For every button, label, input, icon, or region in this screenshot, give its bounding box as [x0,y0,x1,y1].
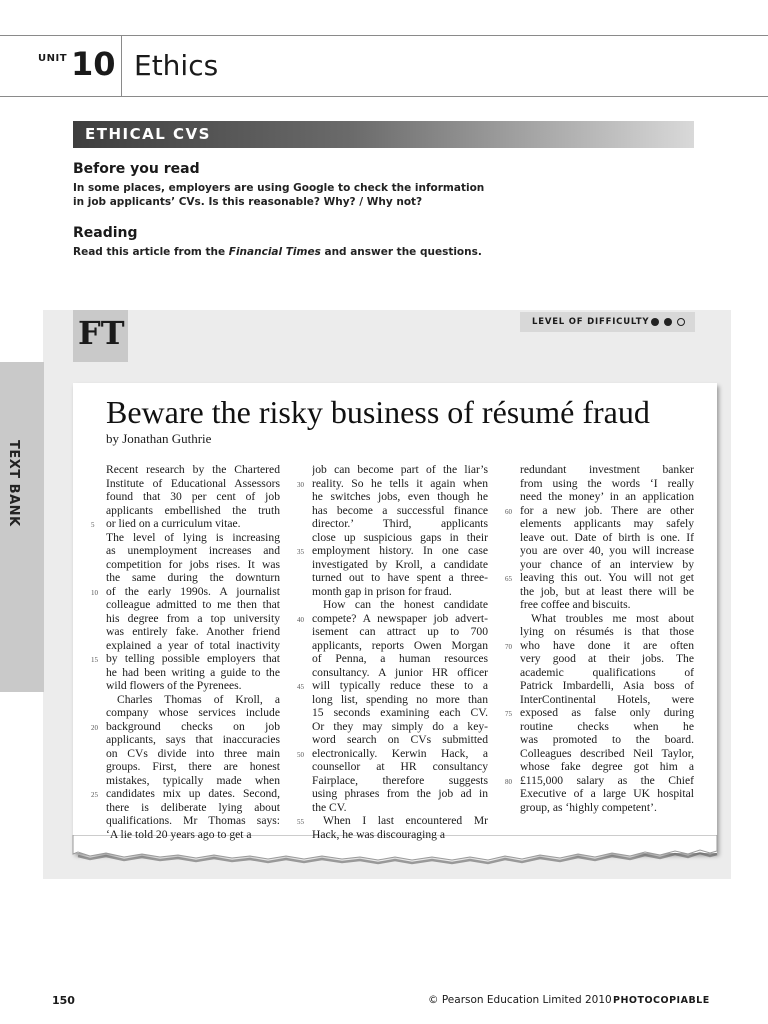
article-line: employment history. In one case [312,544,488,557]
line-number: 40 [297,615,304,624]
article-line: very good at their jobs. The [520,652,694,665]
article-line: What troubles me most about [531,611,694,625]
article-line: you are over 40, you will increase [520,544,694,557]
article-line: of Penna, a human resources [312,652,488,665]
article-line: Institute of Educational Assessors [106,476,280,490]
article-line: his degree from a top university [106,611,280,625]
header-top-rule [0,35,768,36]
article-line: leaving this out. You will not get [520,571,694,584]
article-line: When I last encountered Mr [323,814,488,827]
section-title: ETHICAL CVS [85,125,211,143]
article-line: close up suspicious gaps in their [312,530,488,544]
article-line: group, as ‘highly competent’. [520,800,657,814]
article-line: groups. First, there are honest [106,760,280,773]
article-line: Recent research by the Chartered [106,463,280,476]
copyright: © Pearson Education Limited 2010 [428,994,612,1006]
line-number: 5 [91,521,95,529]
article-line: applicants, reports Owen Morgan [312,638,488,652]
line-number: 80 [505,777,512,786]
article-line: compete? A newspaper job advert- [312,611,488,625]
line-number: 25 [91,791,98,799]
article-line: for a new job. There are other [520,503,694,517]
article-line: Executive of a large UK hospital [520,787,694,800]
article-line: Patrick Imbardelli, Asia boss of [520,679,694,692]
article-line: 15 seconds examining each CV. [312,706,488,719]
article-line: was entirely fake. Another friend [106,625,280,638]
header-divider [121,36,122,97]
article-line: as unemployment increases and [106,544,280,557]
reading-heading: Reading [73,225,138,241]
article-line: routine checks when he [520,719,694,733]
unit-number: 10 [71,45,116,83]
text-bank-tab [0,362,44,692]
line-number: 65 [505,575,512,583]
article-line: wild flowers of the Pyrenees. [106,679,242,692]
article-line: Or they may simply do a key- [312,719,488,733]
article-line: the same during the downturn [106,571,280,584]
article-line: colleague admitted to me then that [106,598,280,611]
article-line: applicants, says that inaccuracies [106,733,280,746]
line-number: 55 [297,818,304,826]
article-column-3 [520,463,694,814]
article-line: he switches jobs, even though he [312,490,488,503]
line-number: 50 [297,750,304,759]
article-line: exposed as false only during [520,706,694,719]
article-line: on CVs divide into three main [106,746,280,760]
article-line: investigated by Kroll, a candidate [312,557,488,571]
article-line: electronically. Kerwin Hack, a [312,746,488,760]
ft-logo: FT [78,314,125,352]
difficulty-dot-filled-icon [651,318,659,326]
article-line: How can the honest candidate [323,598,488,611]
article-line: competition for jobs rises. It was [106,557,280,571]
line-number: 30 [297,480,304,489]
line-number: 10 [91,588,98,597]
article-line: need the money’ in an application [520,490,694,503]
article-line: from using the words ‘I really [520,476,694,490]
article-line: the CV. [312,800,347,814]
line-number: 20 [91,723,98,732]
article-line: word search on CVs submitted [312,733,488,746]
article-line: he had been writing a guide to the [106,665,280,679]
before-you-read-heading: Before you read [73,161,200,177]
article-line: applicants embellished the truth [106,503,280,517]
text-bank-label: TEXT BANK [6,440,21,527]
article-line: long list, spending no more than [312,692,488,706]
article-line: InterContinental Hotels, were [520,692,694,706]
difficulty-dot-filled-icon [664,318,672,326]
article-line: academic qualifications of [520,665,694,679]
line-number: 45 [297,683,304,691]
unit-title: Ethics [134,49,219,82]
article-line: qualifications. Mr Thomas says: [106,814,280,827]
article-line: lying on résumés is that those [520,625,694,638]
article-line: using phrases from the job ad in [312,787,488,800]
article-line: ‘A lie told 20 years ago to get a [106,827,252,841]
reading-instruction: Read this article from the Financial Times and answer the questions. [73,246,482,258]
unit-label: UNIT [38,53,68,64]
article-line: month gap in prison for fraud. [312,584,452,598]
article-line: redundant investment banker [520,463,694,476]
article-line: there is deliberate lying about [106,800,280,814]
article-line: leave out. Date of birth is one. If [520,530,694,544]
difficulty-label: LEVEL OF DIFFICULTY [532,317,650,327]
article-line: elements applicants may safely [520,517,694,530]
article-line: Charles Thomas of Kroll, a [117,692,280,706]
article-line: director.’ Third, applicants [312,517,488,530]
line-number: 35 [297,548,304,556]
line-number: 60 [505,507,512,516]
article-line: the job, but at least there will be [520,584,694,598]
article-line: explained a year of total inactivity [106,638,280,652]
article-line: counsellor at HR consultancy [312,760,488,773]
article-line: your chance of an interview by [520,557,694,571]
article-line: company whose services include [106,706,280,719]
article-line: turned out to have spent a three- [312,571,488,584]
article-line: candidates mix up dates. Second, [106,787,280,800]
article-line: of the early 1990s. A journalist [106,584,280,598]
article-line: who have done it are often [520,638,694,652]
article-headline: Beware the risky business of résumé fraud [106,394,650,430]
article-column-1 [106,463,280,841]
article-line: reality. So he tells it again when [312,476,488,490]
before-you-read-line-1: In some places, employers are using Google to check the information [73,182,485,194]
article-line: The level of lying is increasing [106,530,280,544]
before-you-read-line-2: in job applicants’ CVs. Is this reasonable? Why? / Why not? [73,196,423,208]
line-number: 70 [505,642,512,651]
article-line: mistakes, typically made when [106,773,280,787]
article-byline: by Jonathan Guthrie [106,431,212,446]
article-line: Colleagues described Neil Taylor, [520,746,694,760]
article-line: Fairplace, therefore suggests [312,773,488,787]
article-column-2 [312,463,488,841]
article-line: was promoted to the board. [520,733,694,746]
header-bottom-rule [0,96,768,97]
article-line: or lied on a curriculum vitae. [106,517,241,530]
photocopiable-label: PHOTOCOPIABLE [613,995,710,1006]
article-line: consultancy. A junior HR officer [312,665,488,679]
article-line: will typically reduce these to a [312,679,488,692]
article-line: background checks on job [106,719,280,733]
article-line: job can become part of the liar’s [312,463,488,476]
line-number: 75 [505,710,512,718]
article-line: isement can attract up to 700 [312,625,488,638]
article-line: free coffee and biscuits. [520,598,631,611]
article-line: whose fake degree got him a [520,760,694,773]
article-line: by telling possible employers that [106,652,280,665]
difficulty-dot-empty-icon [677,318,685,326]
page-number: 150 [52,994,75,1007]
article-line: £115,000 salary as the Chief [520,773,694,787]
line-number: 15 [91,656,98,664]
article-line: Hack, he was discouraging a [312,827,445,841]
article-line: has become a successful finance [312,503,488,517]
article-line: found that 30 per cent of job [106,490,280,503]
